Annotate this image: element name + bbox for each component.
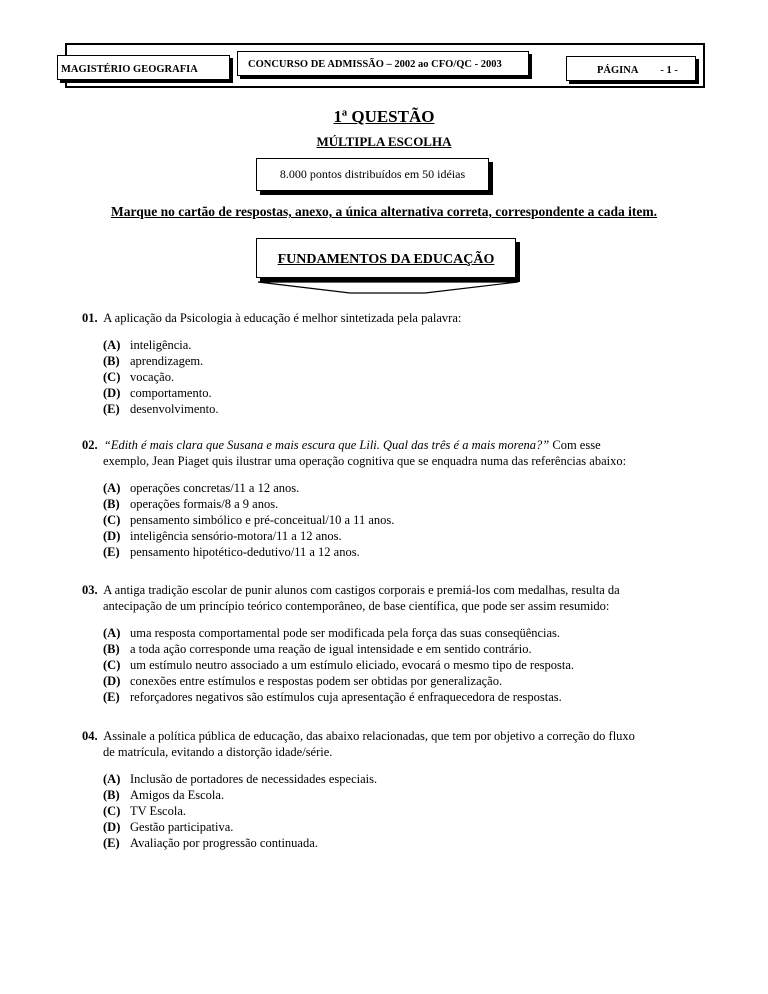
option-e[interactable]: (E) pensamento hipotético-dedutivo/11 a 12 anos. [103,545,360,559]
option-e[interactable]: (E) Avaliação por progressão continuada. [103,836,318,850]
option-b[interactable]: (B) aprendizagem. [103,354,204,368]
header-exam: CONCURSO DE ADMISSÃO – 2002 ao CFO/QC - 2003 [237,51,529,76]
option-b[interactable]: (B) Amigos da Escola. [103,788,225,802]
options-list [82,480,712,560]
option-c[interactable]: (C) um estímulo neutro associado a um estímulo eliciado, evocará o mesmo tipo de resposta. [103,658,574,672]
question-04 [82,728,712,851]
instruction-text: Marque no cartão de respostas, anexo, a única alternativa correta, correspondente a cada item. [110,204,658,219]
option-d[interactable]: (D) conexões entre estímulos e respostas podem ser obtidas por generalização. [103,674,503,688]
option-e[interactable]: (E) reforçadores negativos são estímulos cuja apresentação é enfraquecedora de respostas. [103,690,562,704]
question-quote: “Edith é mais clara que Susana e mais escura que Lili. Qual das três é a mais morena?” [103,438,550,452]
header-page [566,56,696,81]
option-c[interactable]: (C) vocação. [103,370,175,384]
question-stem: 02. “Edith é mais clara que Susana e mais escura que Lili. Qual das três é a mais morena?” Com esse [82,438,601,452]
question-01 [82,310,712,417]
question-number: 02. [82,438,98,452]
option-d[interactable]: (D) inteligência sensório-motora/11 a 12 anos. [103,529,342,543]
question-number: 03. [82,583,98,597]
option-a[interactable]: (A) inteligência. [103,338,192,352]
question-stem: 04. Assinale a política pública de educação, das abaixo relacionadas, que tem por objetivo a correção do fluxo [82,729,635,743]
page-label: PÁGINA [597,65,639,76]
header-course: MAGISTÉRIO GEOGRAFIA [57,55,230,80]
question-stem-cont: exemplo, Jean Piaget quis ilustrar uma operação cognitiva que se enquadra numa das referências abaixo: [103,454,627,468]
option-d[interactable]: (D) Gestão participativa. [103,820,234,834]
question-subtitle: MÚLTIPLA ESCOLHA [316,134,452,149]
option-c[interactable]: (C) TV Escola. [103,804,187,818]
question-title: 1ª QUESTÃO [333,107,435,126]
section-title-box [256,238,516,278]
option-b[interactable]: (B) a toda ação corresponde uma reação de igual intensidade e em sentido contrário. [103,642,532,656]
option-d[interactable]: (D) comportamento. [103,386,212,400]
points-box: 8.000 pontos distribuídos em 50 idéias [256,158,489,191]
page-number: - 1 - [660,65,678,76]
question-02 [82,437,712,560]
section-arrow-icon [257,281,519,295]
option-b[interactable]: (B) operações formais/8 a 9 anos. [103,497,279,511]
question-03 [82,582,712,705]
option-a[interactable]: (A) Inclusão de portadores de necessidades especiais. [103,772,378,786]
question-number: 01. [82,311,98,325]
options-list [82,625,712,705]
question-number: 04. [82,729,98,743]
option-a[interactable]: (A) uma resposta comportamental pode ser modificada pela força das suas conseqüências. [103,626,561,640]
options-list [82,771,712,851]
question-stem-cont: de matrícula, evitando a distorção idade/série. [103,745,333,759]
option-a[interactable]: (A) operações concretas/11 a 12 anos. [103,481,300,495]
question-stem: 03. A antiga tradição escolar de punir alunos com castigos corporais e premiá-los com medalhas, resulta da [82,583,620,597]
option-e[interactable]: (E) desenvolvimento. [103,402,219,416]
question-stem: 01. A aplicação da Psicologia à educação é melhor sintetizada pela palavra: [82,311,462,325]
option-c[interactable]: (C) pensamento simbólico e pré-conceitual/10 a 11 anos. [103,513,395,527]
question-stem-cont: antecipação de um princípio teórico contemporâneo, de base científica, que pode ser assim resumido: [103,599,610,613]
section-title: FUNDAMENTOS DA EDUCAÇÃO [277,252,495,267]
options-list [82,337,712,417]
